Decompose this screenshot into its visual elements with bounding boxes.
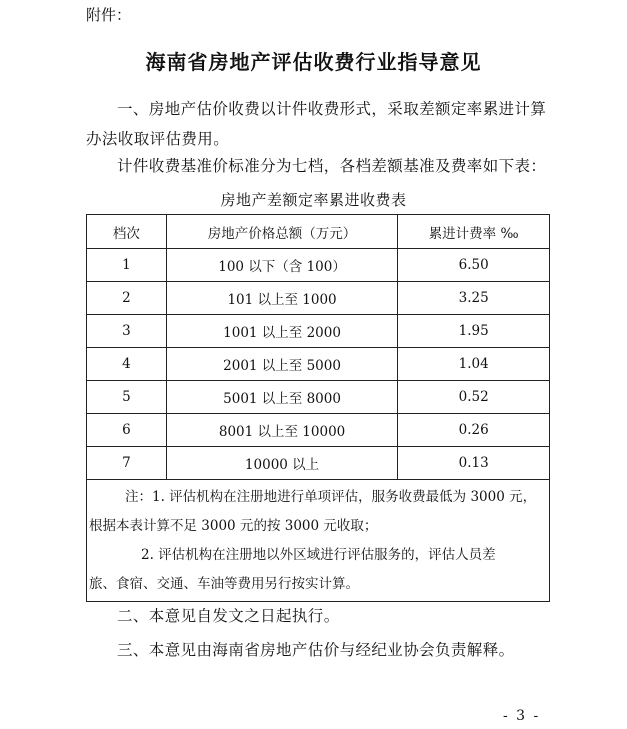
table-row [87,447,550,480]
price-range-cell: 1001 以上至 2000 [166,315,397,348]
document-title: 海南省房地产评估收费行业指导意见 [145,50,482,74]
rate-cell: 3.25 [398,282,550,315]
price-range-cell: 5001 以上至 8000 [166,381,397,414]
table-caption: 房地产差额定率累进收费表 [220,191,407,209]
price-range-cell: 10000 以上 [166,447,397,480]
note-1-line-2: 根据本表计算不足 3000 元的按 3000 元收取； [89,517,378,534]
table-row [87,414,550,447]
attachment-label: 附件： [86,6,132,24]
tier-cell: 4 [87,348,167,381]
paragraph-1: 一、房地产估价收费以计件收费形式，采取差额定率累进计算办法收取评估费用。 [86,100,547,148]
rate-cell: 0.52 [398,381,550,414]
tier-cell: 7 [87,447,167,480]
table-row [87,381,550,414]
page-number: - 3 - [503,708,541,724]
table-row [87,249,550,282]
header-rate: 累进计费率 ‰ [398,215,550,249]
notes-row [87,480,550,602]
paragraph-2: 计件收费基准价标准分为七档，各档差额基准及费率如下表： [117,157,547,175]
table-row [87,315,550,348]
note-2-line-1: 2. 评估机构在注册地以外区域进行评估服务的，评估人员差 [141,546,496,563]
paragraph-3: 二、本意见自发文之日起执行。 [117,607,340,625]
rate-cell: 1.04 [398,348,550,381]
tier-cell: 1 [87,249,167,282]
header-tier: 档次 [87,215,167,249]
paragraph-4: 三、本意见由海南省房地产估价与经纪业协会负责解释。 [117,641,515,659]
table-row [87,348,550,381]
price-range-cell: 2001 以上至 5000 [166,348,397,381]
note-1-line-1: 注：1. 评估机构在注册地进行单项评估，服务收费最低为 3000 元， [125,488,537,505]
price-range-cell: 100 以下（含 100） [166,249,397,282]
price-range-cell: 101 以上至 1000 [166,282,397,315]
fee-rate-table [86,214,550,602]
price-range-cell: 8001 以上至 10000 [166,414,397,447]
table-row [87,282,550,315]
note-2-line-2: 旅、食宿、交通、车油等费用另行按实计算。 [89,575,359,592]
rate-cell: 6.50 [398,249,550,282]
notes-cell [87,480,550,602]
tier-cell: 6 [87,414,167,447]
tier-cell: 3 [87,315,167,348]
table-header-row [87,215,550,249]
rate-cell: 0.13 [398,447,550,480]
tier-cell: 2 [87,282,167,315]
tier-cell: 5 [87,381,167,414]
header-price-total: 房地产价格总额（万元） [166,215,397,249]
rate-cell: 1.95 [398,315,550,348]
rate-cell: 0.26 [398,414,550,447]
